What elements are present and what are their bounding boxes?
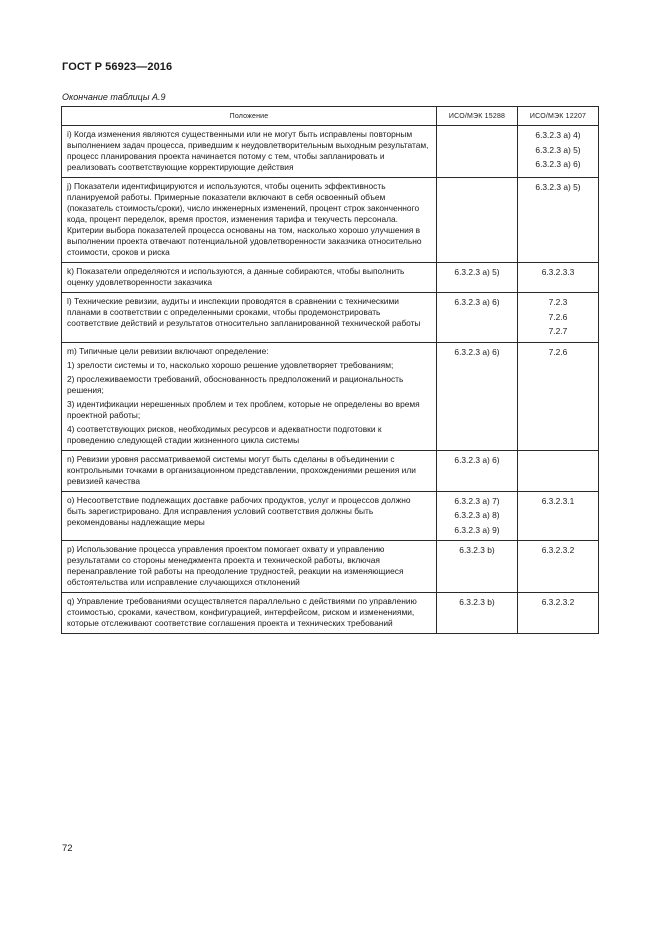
iso15288-cell (437, 541, 518, 593)
iso15288-reference: 6.3.2.3 a) 6) (454, 297, 500, 307)
table-row (62, 178, 599, 263)
iso12207-cell (518, 450, 599, 491)
iso15288-reference: 6.3.2.3 a) 5) (454, 267, 500, 277)
iso12207-reference: 7.2.3 (548, 297, 568, 307)
iso12207-reference: 6.3.2.3 a) 4) (535, 130, 581, 140)
iso12207-cell (518, 491, 599, 541)
table-header-row (62, 107, 599, 126)
iso12207-cell (518, 293, 599, 343)
table-row (62, 342, 599, 450)
iso15288-cell (437, 293, 518, 343)
standards-table (61, 106, 599, 634)
iso15288-cell (437, 178, 518, 263)
iso15288-cell (437, 263, 518, 293)
position-text: q) Управление требованиями осуществляется параллельно с действиями по управлению стоимостью, сроками, качеством, конфигурацией, интерфейсом, риском и изменениями, которые отслеживают соответствие соглашения проекта и технических требований (67, 596, 417, 628)
iso12207-reference: 6.3.2.3 a) 5) (535, 144, 581, 155)
table-row (62, 263, 599, 293)
iso12207-cell (518, 126, 599, 178)
table-row (62, 126, 599, 178)
iso15288-cell (437, 593, 518, 634)
column-header-iso12207: ИСО/МЭК 12207 (518, 107, 599, 126)
iso15288-cell (437, 342, 518, 450)
iso12207-reference: 7.2.6 (548, 346, 568, 357)
table-row (62, 593, 599, 634)
iso15288-cell (437, 126, 518, 178)
position-cell (62, 178, 437, 263)
iso12207-cell (518, 263, 599, 293)
position-text: 4) соответствующих рисков, необходимых ресурсов и адекватности подготовки к проведению следующей стадии жизненного цикла системы (67, 423, 382, 445)
iso15288-reference: 6.3.2.3 b) (459, 545, 495, 555)
table-row (62, 491, 599, 541)
iso12207-reference: 6.3.2.3.1 (541, 495, 575, 506)
position-cell (62, 450, 437, 491)
document-header: ГОСТ Р 56923—2016 (62, 61, 173, 73)
position-text: p) Использование процесса управления проектом помогает охвату и управлению результатами со стороны менеджмента проекта и технической работы, включая перенаправление той работы на преодоление трудностей, реакции на изменяющиеся обстоятельства или исправление случающихся отклонений (67, 544, 404, 587)
table-row (62, 293, 599, 343)
iso12207-reference: 6.3.2.3 a) 5) (535, 182, 581, 192)
iso15288-reference: 6.3.2.3 b) (459, 597, 495, 607)
position-text: m) Типичные цели ревизии включают определение: (67, 345, 269, 356)
column-header-position: Положение (62, 107, 437, 126)
column-header-iso15288: ИСО/МЭК 15288 (437, 107, 518, 126)
position-text: l) Технические ревизии, аудиты и инспекции проводятся в сравнении с техническими планами в соответствии с определенными сроками, чтобы продемонстрировать соответствие действий и результатов относительно запланированной технической работы (67, 296, 421, 328)
iso12207-cell (518, 541, 599, 593)
iso12207-cell (518, 342, 599, 450)
position-text: i) Когда изменения являются существенными или не могут быть исправлены повторным выполнением задач процесса, приведшим к неудовлетворительным выходным результатам, процесс планирования проекта начинается потому с тем, чтобы запланировать и реализовать соответствующие корректирующие действия (67, 129, 429, 172)
iso12207-reference: 6.3.2.3.3 (541, 267, 575, 277)
position-cell (62, 263, 437, 293)
position-text: 1) зрелости системы и то, насколько хорошо решение удовлетворяет требованиям; (67, 359, 394, 370)
position-cell (62, 342, 437, 450)
iso12207-reference: 6.3.2.3.2 (541, 545, 575, 555)
iso12207-reference: 7.2.7 (548, 326, 568, 336)
table-row (62, 450, 599, 491)
table-body (62, 126, 599, 634)
iso15288-cell (437, 491, 518, 541)
position-text: n) Ревизии уровня рассматриваемой системы могут быть сделаны в объединении с контрольными точками в организационном представлении, прохождениями решения или ревизией качества (67, 453, 416, 486)
position-text: o) Несоответствие подлежащих доставке рабочих продуктов, услуг и процессов должно быть зарегистрировано. Для исправления условий соответствия должны быть рекомендованы надлежащие меры (67, 494, 411, 527)
iso12207-reference: 7.2.6 (548, 311, 568, 322)
iso15288-cell (437, 450, 518, 491)
iso15288-reference: 6.3.2.3 a) 6) (454, 454, 500, 465)
iso15288-reference: 6.3.2.3 a) 9) (454, 524, 500, 535)
iso12207-cell (518, 178, 599, 263)
position-cell (62, 593, 437, 634)
iso12207-reference: 6.3.2.3.2 (541, 597, 575, 607)
position-text: 2) прослеживаемости требований, обоснованность предположений и рациональность решения; (67, 373, 404, 395)
iso15288-reference: 6.3.2.3 a) 8) (454, 510, 500, 520)
position-cell (62, 293, 437, 343)
position-cell (62, 491, 437, 541)
iso12207-cell (518, 593, 599, 634)
iso15288-reference: 6.3.2.3 a) 7) (454, 495, 500, 506)
iso15288-reference: 6.3.2.3 a) 6) (454, 346, 500, 357)
position-cell (62, 541, 437, 593)
iso12207-reference: 6.3.2.3 a) 6) (535, 159, 581, 169)
table-row (62, 541, 599, 593)
table-caption: Окончание таблицы А.9 (62, 92, 166, 102)
position-text: j) Показатели идентифицируются и используются, чтобы оценить эффективность планируемой работы. Примерные показатели включают в себя освоенный объем (показатель стоимость/сроки), число инженерных изменений, процент строк законченного кода, процент переделок, время простоя, изменения тарифа и текучесть персонала. Критерии выбора показателей процесса основаны на том, насколько хорошо улучшения в выполнении проекта отвечают потенциальной удовлетворенности заказчика относительно стоимости, сроков и риска (67, 181, 422, 257)
position-cell (62, 126, 437, 178)
position-text: k) Показатели определяются и используются, а данные собираются, чтобы выполнить оценку удовлетворенности заказчика (67, 266, 405, 287)
position-text: 3) идентификации нерешенных проблем и тех проблем, которые не определены во время проектной работы; (67, 398, 420, 420)
page-number: 72 (62, 843, 73, 854)
